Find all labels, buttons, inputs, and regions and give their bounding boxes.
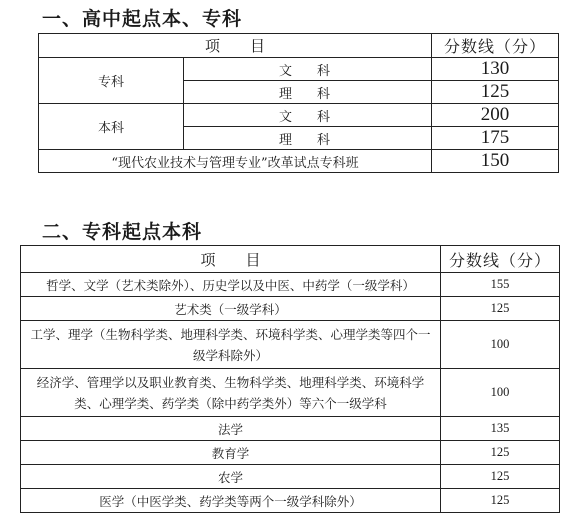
header-score: 分数线（分） [432,34,559,58]
row-label: 经济学、管理学以及职业教育类、生物科学类、地理科学类、环境科学类、心理学类、药学类（除中药学类外）等六个一级学科 [21,369,441,417]
sub-label: 理 科 [184,81,432,104]
sub-label: 理 科 [184,127,432,150]
score-cell: 130 [432,58,559,81]
table-row [21,441,560,465]
table-row [39,104,559,127]
row-label: 教育学 [21,441,441,465]
header-item: 项 目 [21,246,441,273]
score-cell: 100 [441,369,560,417]
score-cell: 125 [441,489,560,513]
group-label: 本科 [39,104,184,150]
score-cell: 175 [432,127,559,150]
special-label: “现代农业技术与管理专业”改革试点专科班 [39,150,432,173]
row-label: 法学 [21,417,441,441]
score-cell: 150 [432,150,559,173]
table-row [21,273,560,297]
table-row [21,465,560,489]
score-cell: 125 [432,81,559,104]
table-row [21,417,560,441]
section2-title: 二、专科起点本科 [42,221,203,243]
table-row [21,489,560,513]
row-label: 农学 [21,465,441,489]
header-score: 分数线（分） [441,246,560,273]
table-row [21,321,560,369]
sub-label: 文 科 [184,58,432,81]
header-item: 项 目 [39,34,432,58]
score-cell: 100 [441,321,560,369]
sub-label: 文 科 [184,104,432,127]
row-label: 艺术类（一级学科） [21,297,441,321]
group-label: 专科 [39,58,184,104]
table-row [39,150,559,173]
table-college-start [20,245,560,513]
score-cell: 125 [441,297,560,321]
row-label: 工学、理学（生物科学类、地理科学类、环境科学类、心理学类等四个一级学科除外） [21,321,441,369]
row-label: 哲学、文学（艺术类除外）、历史学以及中医、中药学（一级学科） [21,273,441,297]
table-row [21,297,560,321]
table-row [39,58,559,81]
score-cell: 200 [432,104,559,127]
row-label: 医学（中医学类、药学类等两个一级学科除外） [21,489,441,513]
score-cell: 125 [441,465,560,489]
score-cell: 155 [441,273,560,297]
score-cell: 135 [441,417,560,441]
table-high-school-start [38,33,559,173]
table-row [21,369,560,417]
section1-title: 一、高中起点本、专科 [42,8,243,30]
score-cell: 125 [441,441,560,465]
